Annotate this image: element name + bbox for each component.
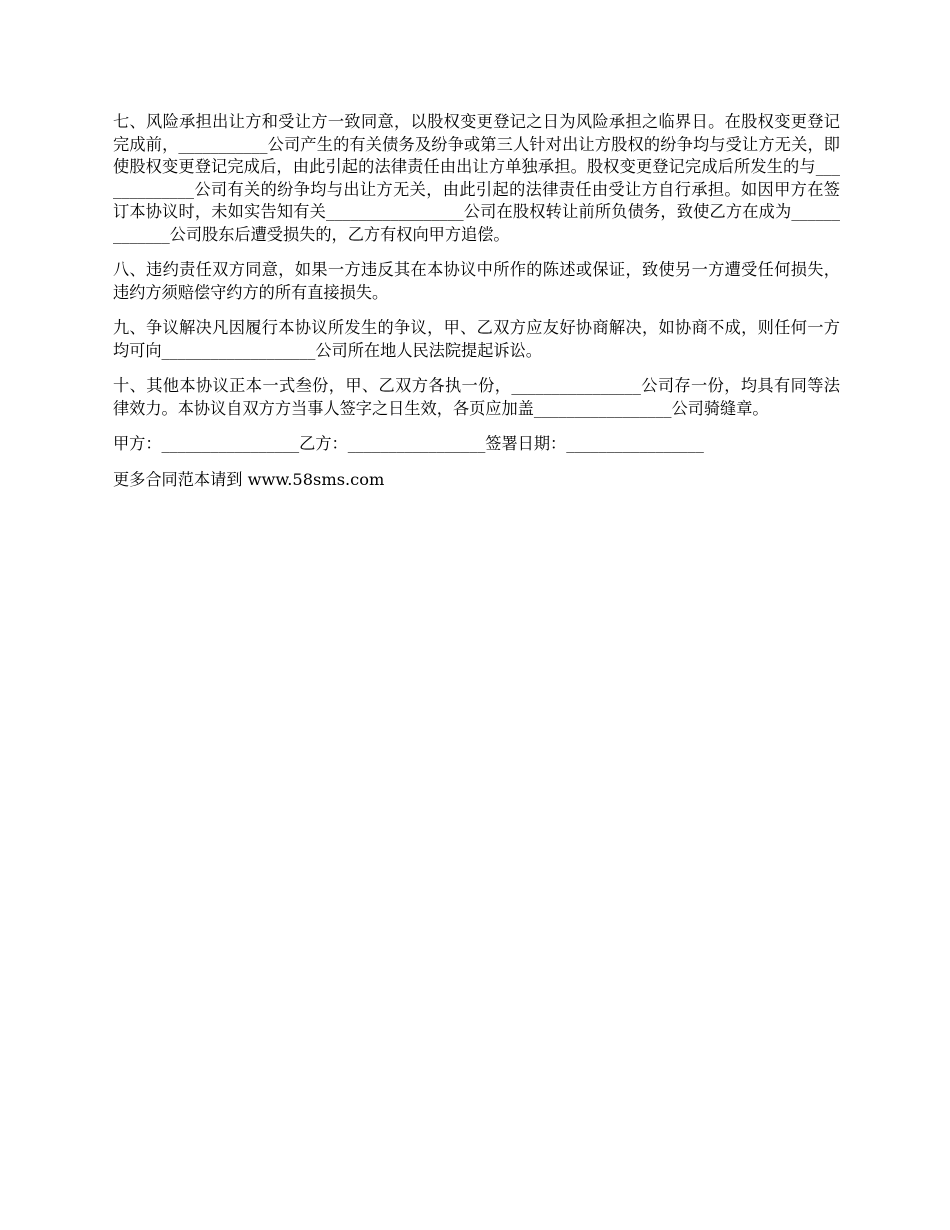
clause-risk: 七、风险承担出让方和受让方一致同意，以股权变更登记之日为风险承担之临界日。在股权变更登记完成前，___________公司产生的有关债务及纷争或第三人针对出让方股权的纷争均与受让方无关，即使股权变更登记完成后，由此引起的法律责任由出让方单独承担。股权变更登记完成后所发生的与_____________公司有关的纷争均与出让方无关，由此引起的法律责任由受让方自行承担。如因甲方在签订本协议时，未如实告知有关_________________公司在股权转让前所负债务，致使乙方在成为_____________公司股东后遭受损失的，乙方有权向甲方追偿。 xyxy=(113,112,840,244)
footer-link-text: 更多合同范本请到 www.58sms.com xyxy=(113,469,385,489)
clause-dispute: 九、争议解决凡因履行本协议所发生的争议，甲、乙双方应友好协商解决，如协商不成，则任何一方均可向___________________公司所在地人民法院提起诉讼。 xyxy=(113,318,840,360)
signature-line: 甲方：_________________乙方：_________________签署日期：_________________ xyxy=(113,434,704,453)
clause-breach: 八、违约责任双方同意，如果一方违反其在本协议中所作的陈述或保证，致使另一方遭受任何损失，违约方须赔偿守约方的所有直接损失。 xyxy=(113,260,840,302)
document-page xyxy=(113,111,840,504)
clause-other: 十、其他本协议正本一式叁份，甲、乙双方各执一份，________________公司存一份，均具有同等法律效力。本协议自双方方当事人签字之日生效，各页应加盖_________________公司骑缝章。 xyxy=(113,376,840,418)
